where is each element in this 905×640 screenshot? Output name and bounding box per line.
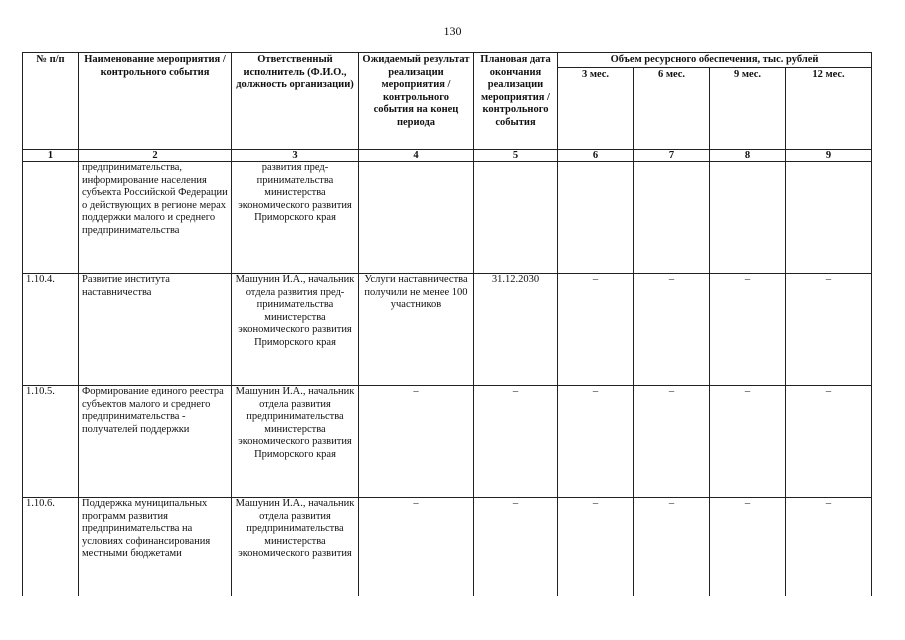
resources-3-months: – bbox=[558, 386, 634, 498]
header-9-months: 9 мес. bbox=[710, 67, 786, 150]
row-number bbox=[23, 162, 79, 274]
header-6-months: 6 мес. bbox=[634, 67, 710, 150]
column-number: 5 bbox=[474, 150, 558, 162]
column-number: 2 bbox=[79, 150, 232, 162]
activities-table bbox=[22, 52, 872, 596]
header-resources: Объем ресурсного обеспечения, тыс. рублей bbox=[558, 53, 872, 68]
row-number: 1.10.6. bbox=[23, 498, 79, 596]
column-number: 9 bbox=[786, 150, 872, 162]
resources-9-months: – bbox=[710, 274, 786, 386]
table-row bbox=[23, 162, 872, 274]
expected-result: – bbox=[359, 498, 474, 596]
resources-3-months: – bbox=[558, 274, 634, 386]
responsible-person: Машунин И.А., начальник отдела развития предпринимательства министерства экономического развития Приморского края bbox=[232, 386, 359, 498]
activity-name: Формирование единого реестра субъектов малого и среднего предпринимательства - получателей поддержки bbox=[79, 386, 232, 498]
resources-6-months: – bbox=[634, 274, 710, 386]
header-expected-result: Ожидаемый результат реализации мероприятия / контрольного события на конец периода bbox=[359, 53, 474, 150]
planned-date: – bbox=[474, 498, 558, 596]
planned-date bbox=[474, 162, 558, 274]
expected-result: – bbox=[359, 386, 474, 498]
resources-9-months bbox=[710, 162, 786, 274]
activity-name: предпринимательства, информирование населения субъекта Российской Федерации о действующих в регионе мерах поддержки малого и среднего предпринимательства bbox=[79, 162, 232, 274]
column-number: 8 bbox=[710, 150, 786, 162]
column-number: 7 bbox=[634, 150, 710, 162]
resources-3-months bbox=[558, 162, 634, 274]
column-number: 3 bbox=[232, 150, 359, 162]
header-3-months: 3 мес. bbox=[558, 67, 634, 150]
responsible-person: Машунин И.А., начальник отдела развития пред- принимательства министерства экономического развития Приморского края bbox=[232, 274, 359, 386]
header-planned-date: Плановая дата окончания реализации мероприятия / контрольного события bbox=[474, 53, 558, 150]
column-number: 6 bbox=[558, 150, 634, 162]
resources-12-months: – bbox=[786, 498, 872, 596]
resources-6-months: – bbox=[634, 386, 710, 498]
table-row bbox=[23, 274, 872, 386]
expected-result: Услуги наставничества получили не менее 100 участников bbox=[359, 274, 474, 386]
header-12-months: 12 мес. bbox=[786, 67, 872, 150]
responsible-person: Машунин И.А., начальник отдела развития предпринимательства министерства экономического развития bbox=[232, 498, 359, 596]
row-number: 1.10.4. bbox=[23, 274, 79, 386]
resources-9-months: – bbox=[710, 498, 786, 596]
column-numbers-row bbox=[23, 150, 872, 162]
planned-date: – bbox=[474, 386, 558, 498]
resources-12-months: – bbox=[786, 386, 872, 498]
resources-6-months bbox=[634, 162, 710, 274]
activity-name: Поддержка муниципальных программ развития предпринимательства на условиях софинансирования местными бюджетами bbox=[79, 498, 232, 596]
column-number: 1 bbox=[23, 150, 79, 162]
expected-result bbox=[359, 162, 474, 274]
resources-12-months: – bbox=[786, 274, 872, 386]
row-number: 1.10.5. bbox=[23, 386, 79, 498]
column-number: 4 bbox=[359, 150, 474, 162]
table-row bbox=[23, 386, 872, 498]
resources-12-months bbox=[786, 162, 872, 274]
table-row bbox=[23, 498, 872, 596]
resources-6-months: – bbox=[634, 498, 710, 596]
page-number: 130 bbox=[443, 24, 462, 38]
header-responsible: Ответственный исполнитель (Ф.И.О., должность организации) bbox=[232, 53, 359, 150]
resources-9-months: – bbox=[710, 386, 786, 498]
header-activity-name: Наименование мероприятия / контрольного события bbox=[79, 53, 232, 150]
planned-date: 31.12.2030 bbox=[474, 274, 558, 386]
responsible-person: развития пред- принимательства министерства экономического развития Приморского края bbox=[232, 162, 359, 274]
resources-3-months: – bbox=[558, 498, 634, 596]
activity-name: Развитие института наставничества bbox=[79, 274, 232, 386]
header-number: № п/п bbox=[23, 53, 79, 150]
